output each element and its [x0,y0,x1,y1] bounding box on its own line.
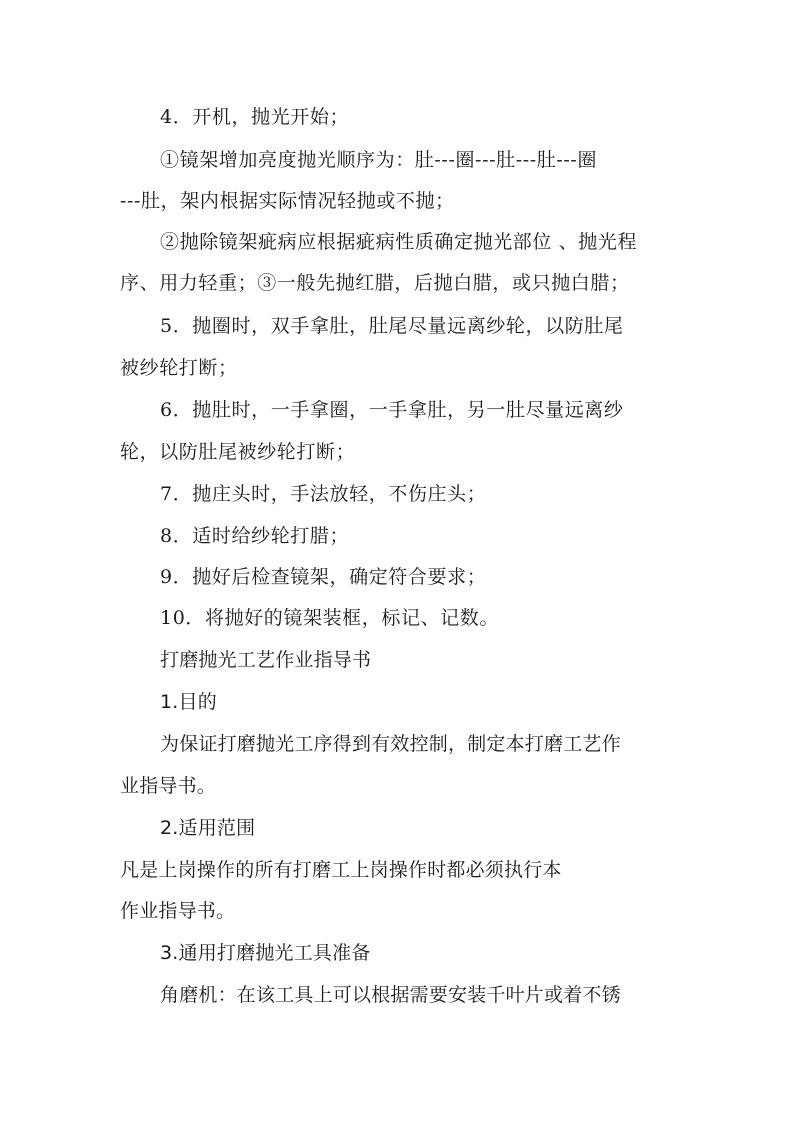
step-6-polish-temple-cont: 轮，以防肚尾被纱轮打断； [120,441,356,463]
sub-step-1-polish-order-cont: ---肚，架内根据实际情况轻抛或不抛； [120,190,455,212]
step-8-apply-wax: 8．适时给纱轮打腊； [160,525,350,547]
scope-text-cont: 作业指导书。 [120,900,236,922]
section-title-grinding-guide: 打磨抛光工艺作业指导书 [160,649,372,671]
step-9-inspect-frame: 9．抛好后检查镜架，确定符合要求； [160,566,487,588]
sub-step-2-3-wax-order: 序、用力轻重；③一般先抛红腊，后抛白腊，或只抛白腊； [120,272,630,294]
heading-3-tools: 3.通用打磨抛光工具准备 [160,942,371,964]
step-7-polish-endpiece: 7．抛庄头时，手法放轻，不伤庄头； [160,483,487,505]
step-10-box-and-count: 10．将抛好的镜架装框，标记、记数。 [160,607,499,629]
sub-step-1-polish-order: ①镜架增加亮度抛光顺序为：肚---圈---肚---肚---圈 [160,149,598,171]
step-5-polish-rim-cont: 被纱轮打断； [120,357,238,379]
tools-angle-grinder-text: 角磨机：在该工具上可以根据需要安装千叶片或着不锈 [160,984,621,1006]
purpose-text-cont: 业指导书。 [120,775,217,797]
heading-1-purpose: 1.目的 [160,691,217,713]
step-5-polish-rim: 5．抛圈时，双手拿肚，肚尾尽量远离纱轮，以防肚尾 [160,315,624,337]
step-6-polish-temple: 6．抛肚时，一手拿圈，一手拿肚，另一肚尽量远离纱 [160,399,624,421]
sub-step-2-defect-polish: ②抛除镜架疵病应根据疵病性质确定抛光部位 、抛光程 [160,231,638,253]
purpose-text: 为保证打磨抛光工序得到有效控制，制定本打磨工艺作 [160,733,621,755]
heading-2-scope: 2.适用范围 [160,817,256,839]
step-4-power-on: 4．开机，抛光开始； [160,106,350,128]
scope-text: 凡是上岗操作的所有打磨工上岗操作时都必须执行本 [120,859,562,881]
